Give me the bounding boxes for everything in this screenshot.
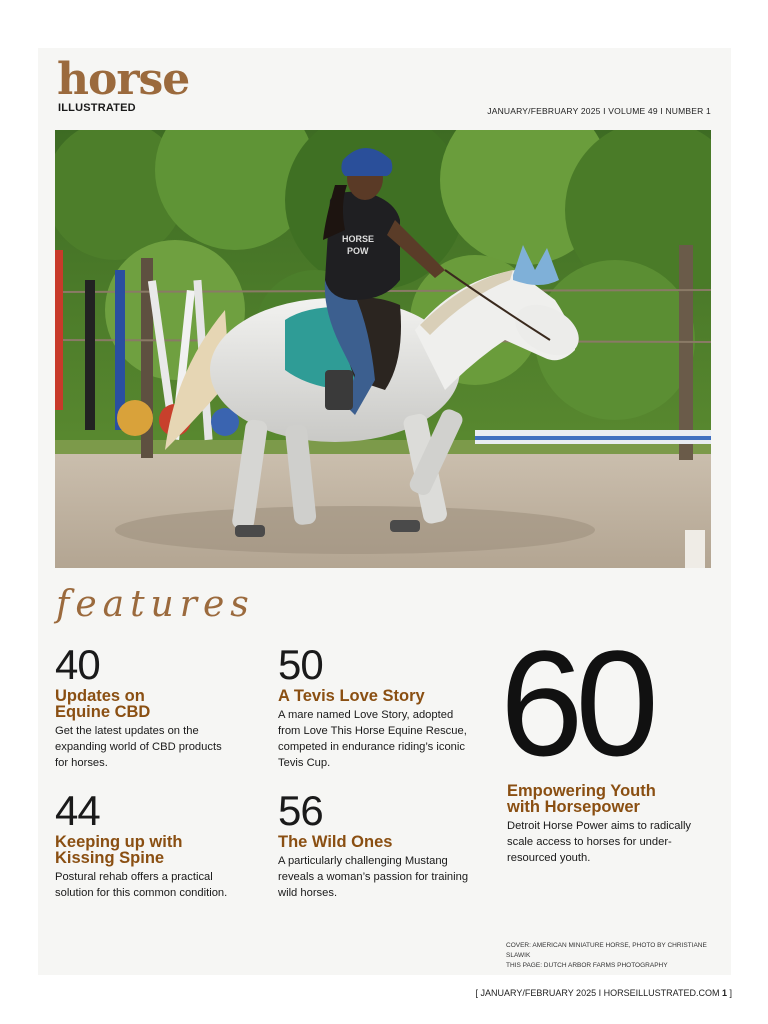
shirt-text-2: POW <box>347 246 369 256</box>
issue-info: JANUARY/FEBRUARY 2025 I VOLUME 49 I NUMBER 1 <box>487 106 711 116</box>
features-heading: features <box>56 584 255 625</box>
feature-40[interactable] <box>55 641 265 771</box>
feature-60-number: 60 <box>500 619 651 787</box>
feature-page-number: 44 <box>55 787 100 834</box>
feature-50[interactable] <box>278 641 493 771</box>
feature-photo <box>55 130 711 568</box>
contents-panel <box>38 48 731 975</box>
feature-description: Detroit Horse Power aims to radically scale access to horses for under- resourced youth. <box>507 820 692 864</box>
logo: horse <box>57 54 190 105</box>
feature-description: A mare named Love Story, adopted from Love This Horse Equine Rescue, competed in endurance riding’s iconic Tevis Cup. <box>278 709 467 769</box>
feature-title: Keeping up with Kissing Spine <box>55 833 183 867</box>
feature-page-number: 40 <box>55 641 100 688</box>
feature-description: A particularly challenging Mustang reveals a woman’s passion for training wild horses. <box>278 855 469 899</box>
logo-subtitle: ILLUSTRATED <box>58 102 136 114</box>
feature-title: Updates on Equine CBD <box>55 687 151 721</box>
feature-title: The Wild Ones <box>278 833 393 851</box>
feature-page-number: 56 <box>278 787 323 834</box>
shirt-text-1: HORSE <box>342 234 375 244</box>
feature-description: Postural rehab offers a practical solution for this common condition. <box>55 871 228 899</box>
feature-60[interactable] <box>507 781 722 866</box>
photo-credits: COVER: AMERICAN MINIATURE HORSE, PHOTO BY CHRISTIANE SLAWIK THIS PAGE: DUTCH ARBOR FARMS PHOTOGRAPHY <box>506 942 707 969</box>
feature-56[interactable] <box>278 787 493 901</box>
page-number: 1 <box>721 988 727 998</box>
feature-description: Get the latest updates on the expanding world of CBD products for horses. <box>55 725 222 769</box>
page-footer: [ JANUARY/FEBRUARY 2025 I HORSEILLUSTRATED.COM 1 ] <box>475 988 732 998</box>
feature-title: Empowering Youth with Horsepower <box>507 782 656 816</box>
feature-page-number: 50 <box>278 641 323 688</box>
feature-title: A Tevis Love Story <box>278 687 425 705</box>
feature-44[interactable] <box>55 787 265 901</box>
